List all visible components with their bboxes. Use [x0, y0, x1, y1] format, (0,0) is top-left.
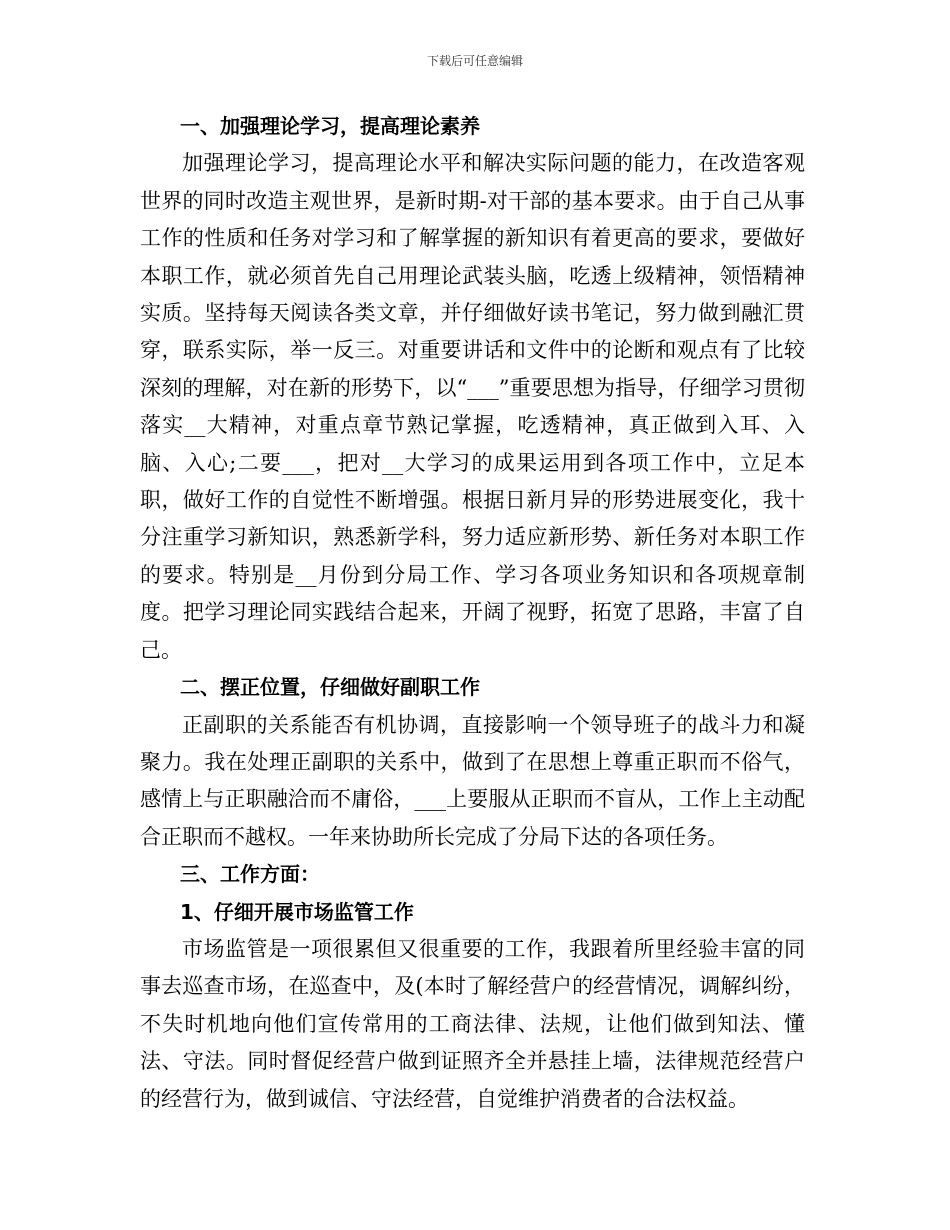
- section-heading-3: 三、工作方面：: [180, 862, 320, 887]
- header-note: 下载后可任意编辑: [426, 54, 523, 68]
- section-heading-3-1: 1、仔细开展市场监管工作: [180, 899, 414, 924]
- section-heading-1: 一、加强理论学习，提高理论素养: [180, 114, 480, 138]
- section-paragraph-3-1: 市场监管是一项很累但又很重要的工作，我跟着所里经验丰富的同事去巡查市场，在巡查中，及(本时了解经营户的经营情况，调解纠纷，不失时机地向他们宣传常用的工商法律、法规，让他们做到知法、懂法、守法。同时督促经营户做到证照齐全并悬挂上墙，法律规范经营户的经营行为，做到诚信、守法经营，自觉维护消费者的合法权益。: [140, 936, 805, 1111]
- document-body: [140, 108, 805, 1118]
- section-heading-2: 二、摆正位置，仔细做好副职工作: [180, 675, 480, 700]
- section-paragraph-2: 正副职的关系能否有机协调，直接影响一个领导班子的战斗力和凝聚力。我在处理正副职的关系中，做到了在思想上尊重正职而不俗气，感情上与正职融洽而不庸俗，___上要服从正职而不盲从，工作上主动配合正职而不越权。一年来协助所长完成了分局下达的各项任务。: [140, 712, 805, 849]
- section-paragraph-1: 加强理论学习，提高理论水平和解决实际问题的能力，在改造客观世界的同时改造主观世界，是新时期-对干部的基本要求。由于自己从事工作的性质和任务对学习和了解掌握的新知识有着更高的要求，要做好本职工作，就必须首先自己用理论武装头脑，吃透上级精神，领悟精神实质。坚持每天阅读各类文章，并仔细做好读书笔记，努力做到融汇贯穿，联系实际，举一反三。对重要讲话和文件中的论断和观点有了比较深刻的理解，对在新的形势下，以“___”重要思想为指导，仔细学习贯彻落实__大精神，对重点章节熟记掌握，吃透精神，真正做到入耳、入脑、入心;二要___，把对__大学习的成果运用到各项工作中，立足本职，做好工作的自觉性不断增强。根据日新月异的形势进展变化，我十分注重学习新知识，熟悉新学科，努力适应新形势、新任务对本职工作的要求。特别是__月份到分局工作、学习各项业务知识和各项规章制度。把学习理论同实践结合起来，开阔了视野，拓宽了思路，丰富了自己。: [140, 151, 805, 662]
